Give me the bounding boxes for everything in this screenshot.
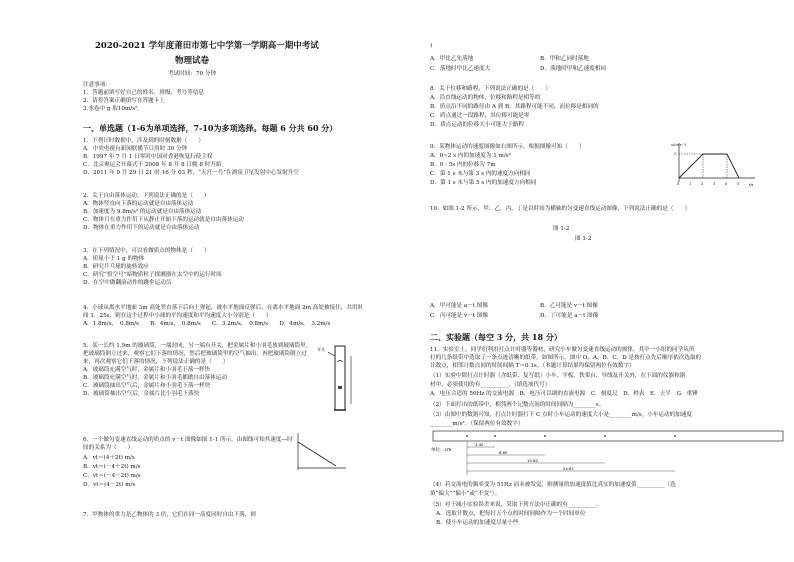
q9-ytick: 2 [674,152,677,156]
q6-vt-graph [290,430,350,474]
q9-xlabel: t/s [749,183,754,187]
q8-option-d: D．质点运动的位移大小可能大于路程 [430,122,524,128]
notice-item: 1．答题前填写好自己的姓名、班级、考号等信息 [83,90,205,96]
tape-point [466,429,469,437]
q7-bracket: ) [430,43,433,49]
q11-stem: 打的几条纸带中选取了一条点迹清晰的纸带，如图所示。图中 O、A、B、C、D 是按打点先后顺序依次选取的 [430,355,702,361]
section1-title: 一、单选题（1-6为单项选择，7-10为多项选择。每题 6 分共 60 分） [83,123,338,133]
q9-vt-line [679,154,739,178]
tape-point [544,429,547,437]
q2-option-c: C．物体只在重力作用下从静止开始下落的运动就是自由落体运动 [83,217,244,223]
q6-option-b: B．vt＝(－4＋2t) m/s [83,464,141,470]
fig-1-2-caption: 图 1-2 [553,226,570,232]
q1-option-b: B．1997 年 7 月 1 日零时中国对香港恢复行使主权 [83,154,213,160]
q11-sub5-option-b: B．使小车运动的加速度尽量小些 [436,520,519,526]
subject-title: 物理试卷 [175,56,210,66]
q11-sub1: 材中，必须使用的有__________。（填选项代号） [430,382,551,388]
q9-xtick: 1 [689,182,692,186]
svg-text:C [604,429,607,430]
q11-sub4: （4）若交流电的频率变为 51Hz 而未被发觉，则测量的加速度值比真实的加速度值__________（选 [430,482,676,488]
tape-point [674,429,677,437]
q3-option-c: C．研究“悟空号”暗物质粒子探测器在太空中的运行时间 [83,272,222,278]
q6-vt-line [298,442,336,466]
q9-option-d: D．第 1 s 末与第 5 s 内的加速度方向相同 [430,180,537,186]
notice-item: 2．请将答案正确填写在答题卡上 [83,98,165,104]
q11-sub4: 填“偏大”“偏小”或“不变”）。 [430,491,501,497]
q3-option-b: B．研究乒乓球的旋转效应 [83,264,149,270]
q3-stem: 3．在下列情况中，可以看做质点的物体是（ ） [83,248,210,254]
svg-text:A [494,429,497,430]
q11-stem: 11．实验室上，同学们利用打点计时器等器材，研究小车做匀变速直线运动的规律。其中一小组的同学从所 [430,347,695,353]
q7-option-b: B．甲和乙同时落地 [540,56,589,62]
svg-text:B [544,429,547,430]
section2-title: 二、实验题（每空 3 分，共 18 分） [430,332,562,342]
q9-option-b: B．0 - 5s 内的位移为 7m [430,162,496,168]
q9-xtick: 5 [737,182,740,186]
q2-option-d: D．物体在重力作用下的运动就是自由落体运动 [83,225,200,231]
right-column [397,0,794,562]
q5-option-c: C．玻璃筒抽出空气后，金属片和小羽毛下落一样快 [83,383,211,389]
q10-option-c: C．丙可能是 v－t 图像 [430,313,488,319]
q5-stem: 5．某一长约 1.9m 的玻璃筒，一端封闭，另一端有开关，把金属片和小羽毛放到玻璃筒里。 [83,343,312,349]
q9-xtick: 2 [701,182,704,186]
q1-option-c: C．北京奥运会开幕式于 2008 年 8 月 8 日晚 8 时开始 [83,162,222,168]
q2-stem: 2．关于自由落体运动，下列说法正确的是（ ） [83,193,210,199]
q6-option-c: C．vt＝(－4－2t) m/s [83,473,141,479]
q8-option-a: A．沿直线运动的物体，位移和路程是相等的 [430,95,541,101]
q11-sub2: （2）下面打出的纸带中，相邻两个记数点间的时间间隔为________s。 [430,402,605,408]
q10-option-a: A．甲可能是 a－t 图像 [430,303,488,309]
q5-stem: 来，再次观察它们下落的情况，下列说法正确的是（ ） [83,359,229,365]
tape-point [604,429,607,437]
q1-stem: 1．下列计时数据中，涉及到的时刻数据（ ） [83,138,205,144]
q9-ylabel: v/(m·s⁻¹) [671,143,687,147]
q4-stem: 间 1．25s，则在这个过程中小球的平均速度和平均速度大小分别是（ ） [83,313,272,319]
q9-option-c: C．第 1 s 末与第 3 s 内的速度方向相同 [430,171,531,177]
q11-sub3: （3）由图中的数据可知，打点计时器打下 C 点时小车运动的速度大小是________m/s。小车运动的加速度 [430,412,692,418]
q4-options: A．1.8m/s， 0.8m/s B．4m/s， 0.8m/s C．3.2m/s， 0.8m/s D．4m/s， 3.2m/s [83,321,331,327]
q1-option-a: A．中央电视台新闻联播节目用时 30 分钟 [83,146,188,152]
q11-sub5: （5）对于减小实验误差来说，采取下列方法中正确的有__________。 [430,502,602,508]
q9-xtick: 4 [725,182,728,186]
q7-option-a: A．甲比乙先落地 [430,56,474,62]
q11-sub1-options: A．电压合适的 50Hz 的交流电源 B．电压可以调的直流电源 C．刻度尺 D．秒表 E．天平 G．重锤 [430,391,698,397]
q10-option-b: B．乙可能是 v－t 图像 [540,303,598,309]
q2-option-b: B．加速度为 9.8m/s² 的运动就是自由落体运动 [83,209,202,215]
fig-1-2-caption: 图 1-2 [575,236,592,242]
q5-option-b: B．玻璃筒充满空气时，金属片和小羽毛都做自由落体运动 [83,375,227,381]
q6-stem: 间的关系为（ ） [83,445,134,451]
q11-sub3: ________m/s²。（保留两位有效数字） [430,421,524,427]
tube-switch-label: 开关 [317,347,325,352]
dim-label: 15.80 [527,458,538,463]
q5-option-a: A．玻璃筒充满空气时，金属片和小羽毛下落一样快 [83,367,211,373]
q4-stem: 4．小球从离水平地面 3m 高处竖直落下后向上弹起，被水平地面反弹后，在离水平地面 2m 高处被接住，共用时 [83,305,364,311]
svg-text:O [466,429,469,430]
tube-body [335,346,345,410]
q9-xtick: 0 [677,182,680,186]
tape-unit: 单位：cm [431,448,452,453]
tape-point [494,429,497,437]
dim-label: 24.81 [563,466,574,471]
dim-label: 3.40 [475,442,484,447]
q6-stem: 6．一个做匀变速直线运动的质点的 v－t 图像如图 1-1 所示，由图线可知其速度—时 [83,437,293,443]
q3-option-a: A．质量小于 1 g 的物体 [83,256,145,262]
q8-option-b: B．质点沿不同的路径由 A 到 B，其路程可能不同，而位移是相同的 [430,104,599,110]
q7-option-d: D．落地时甲和乙速度相同 [540,66,607,72]
q9-stem: 9．某物体运动的速度图像如右图所示，根据图像可知（ ） [430,144,585,150]
svg-text:D [674,429,677,430]
q11-sub5-option-a: A．选取计数点，把每打五个点的时间间隔作为一个时间单位 [436,511,586,517]
q10-option-d: D．丁可能是 a－t 图像 [540,313,599,319]
q9-option-a: A．0~2 s 内的加速度为 1 m/s² [430,153,511,159]
q5-stem: 把玻璃筒倒立过来，观察它们下落的情况，然后把玻璃筒里的空气抽出，再把玻璃筒倒立过 [83,351,307,357]
q3-option-d: D．在空中做翻滚动作的跳伞运动员 [83,280,172,286]
q10-stem: 10．如图 1-2 所示，甲、乙、丙、丁是以时间为横轴的匀变速直线运动图像，下列说法正确的是（ ） [430,206,691,212]
dim-label: 8.60 [499,450,508,455]
q9-vt-graph [669,140,759,188]
q6-option-a: A．vt＝(4＋2t) m/s [83,455,135,461]
q2-option-a: A．物体竖直向下落的运动就是自由落体运动 [83,201,194,207]
page-title: 2020-2021 学年度莆田市第七中学第一学期高一期中考试 [95,41,319,51]
q11-sub1: （1）实验中除打点计时器（含纸带、复写纸）小车、平板、铁架台、导线及开关外，在下面的仪器和器 [430,373,686,379]
glass-tube-figure [315,342,375,416]
q8-stem: 8．关于位移和路程，下列说法正确的是（ ） [430,86,552,92]
paper-tape-figure [427,429,789,479]
q8-option-c: C．质点通过一段路程，其位移可能是零 [430,113,530,119]
tape-strip [433,431,783,441]
q9-xtick: 3 [713,182,716,186]
q11-stem: 计数点，相邻计数点间的时间间隔 T＝0.1s。（本题计算结果均保留两位有效数字） [430,363,635,369]
q6-option-d: D．vt＝(4－2t) m/s [83,482,136,488]
q7-option-c: C．落地时甲比乙速度大 [430,66,491,72]
notice-label: 注意事项： [83,82,111,88]
notice-item: 3.本卷中 g 取10m/s²。 [83,106,143,112]
q5-option-d: D．玻璃筒抽出空气后，金属片比小羽毛下落快 [83,391,200,397]
q1-option-d: D．2011 年 9 月 29 日 21 时 16 分 03 秒，“天宫一号”在酒泉卫星发射中心发射升空 [83,170,299,176]
exam-time: 考试时间：70 分钟 [168,71,217,77]
q7-stem: 7．甲物体的重力是乙物体的 3 倍，它们在同一高度同时自由下落，则 [83,512,256,518]
